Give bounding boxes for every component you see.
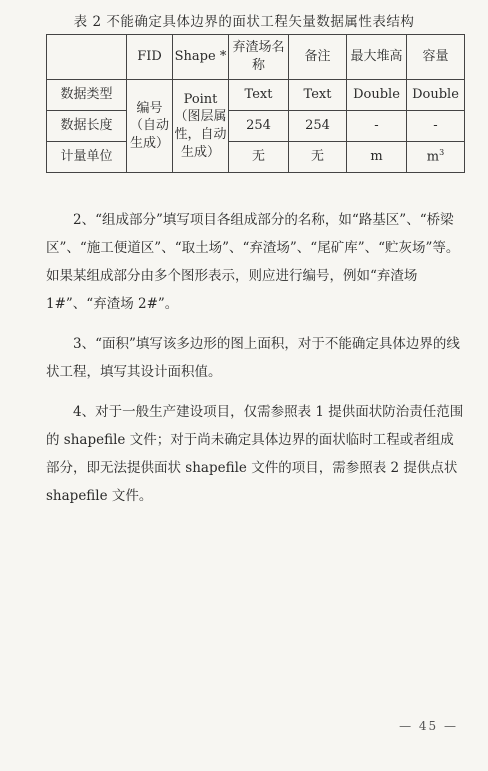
table-row <box>47 111 465 142</box>
table-row <box>47 80 465 111</box>
page-number: — 45 — <box>399 719 458 733</box>
table-cell: Text <box>289 80 347 111</box>
header-cell <box>47 35 127 80</box>
table-row <box>47 142 465 173</box>
header-cell: 弃渣场名称 <box>229 35 289 80</box>
row-label: 数据类型 <box>47 80 127 111</box>
header-cell: 最大堆高 <box>347 35 407 80</box>
header-cell: FID <box>127 35 173 80</box>
paragraph-shapefile: 4、对于一般生产建设项目，仅需参照表 1 提供面状防治责任范围的 shapefile 文件；对于尚未确定具体边界的面状临时工程或者组成部分，即无法提供面状 shapefile 文件的项目，需参照表 2 提供点状 shapefile 文件。 <box>46 404 464 504</box>
fid-cell: 编号（自动生成） <box>127 80 173 173</box>
table-cell: m <box>347 142 407 173</box>
unit-superscript: 3 <box>439 148 445 158</box>
attribute-table <box>46 34 465 173</box>
header-cell: 容量 <box>407 35 465 80</box>
header-cell: 备注 <box>289 35 347 80</box>
row-label: 数据长度 <box>47 111 127 142</box>
shape-cell: Point（图层属性，自动生成） <box>173 80 229 173</box>
header-cell: Shape * <box>173 35 229 80</box>
table-cell: Text <box>229 80 289 111</box>
table-cell: - <box>407 111 465 142</box>
paragraph-components: 2、“组成部分”填写项目各组成部分的名称，如“路基区”、“桥梁区”、“施工便道区”、“取土场”、“弃渣场”、“尾矿库”、“贮灰场”等。如果某组成部分由多个图形表示，则应进行编号，例如“弃渣场 1#”、“弃渣场 2#”。 <box>46 212 460 312</box>
row-label: 计量单位 <box>47 142 127 173</box>
unit-m: m <box>426 149 440 165</box>
table-cell: 无 <box>289 142 347 173</box>
table-cell: 无 <box>229 142 289 173</box>
paragraph-area: 3、“面积”填写该多边形的图上面积，对于不能确定具体边界的线状工程，填写其设计面积值。 <box>46 336 460 380</box>
table-cell: Double <box>347 80 407 111</box>
table-cell: 254 <box>229 111 289 142</box>
table-header-row <box>47 35 465 80</box>
table-cell: - <box>347 111 407 142</box>
table-cell-m3 <box>407 142 465 173</box>
table-cell: 254 <box>289 111 347 142</box>
table-caption: 表 2 不能确定具体边界的面状工程矢量数据属性表结构 <box>73 14 415 30</box>
table-cell: Double <box>407 80 465 111</box>
